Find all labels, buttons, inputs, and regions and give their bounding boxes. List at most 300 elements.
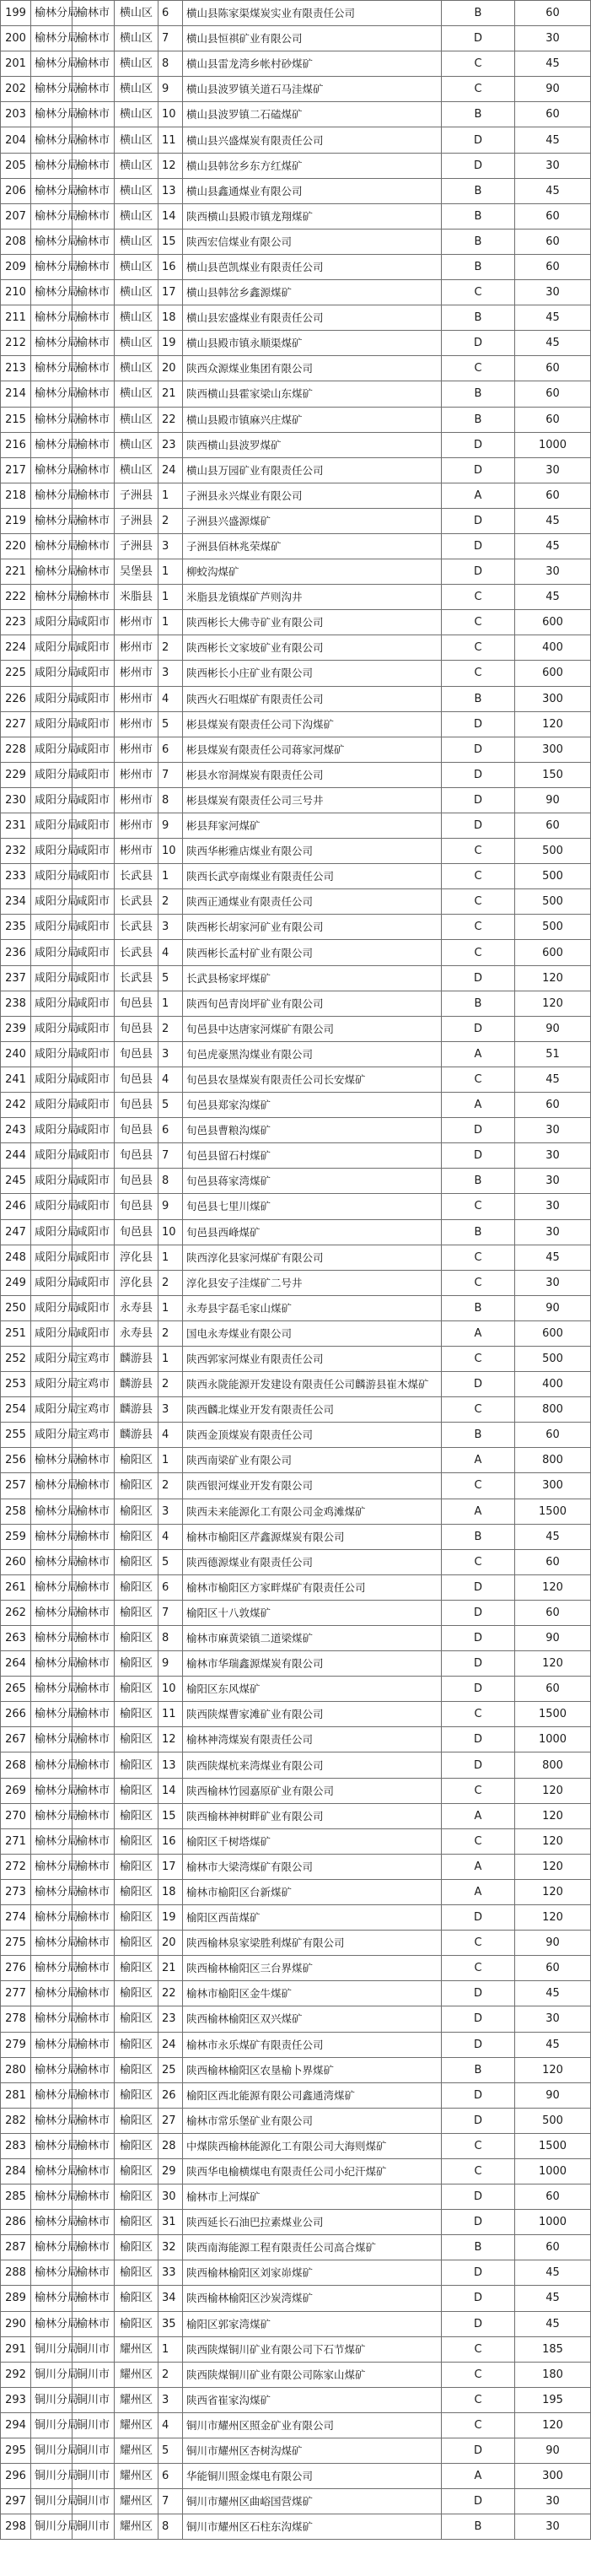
bureau-cell: 榆林分局	[31, 1879, 73, 1904]
bureau-cell: 咸阳分局	[31, 610, 73, 635]
mine-name-cell: 陕西横山县霍家梁山东煤矿	[183, 381, 442, 407]
seq-cell: 8	[158, 2514, 183, 2540]
district-cell: 横山区	[115, 102, 158, 127]
bureau-cell: 咸阳分局	[31, 991, 73, 1016]
bureau-cell: 榆林分局	[31, 407, 73, 432]
capacity-cell: 400	[515, 635, 591, 661]
seq-cell: 4	[158, 2412, 183, 2438]
grade-cell: D	[442, 2260, 515, 2286]
row-number-cell: 241	[1, 1067, 31, 1092]
capacity-cell: 600	[515, 661, 591, 686]
grade-cell: C	[442, 864, 515, 889]
capacity-cell: 120	[515, 1778, 591, 1803]
district-cell: 横山区	[115, 381, 158, 407]
mine-name-cell: 旬邑县曹粮沟煤矿	[183, 1118, 442, 1143]
district-cell: 耀州区	[115, 2438, 158, 2464]
mine-name-cell: 陕西众源煤业集团有限公司	[183, 356, 442, 381]
district-cell: 榆阳区	[115, 1448, 158, 1473]
capacity-cell: 30	[515, 153, 591, 178]
mine-name-cell: 中煤陕西榆林能源化工有限公司大海则煤矿	[183, 2133, 442, 2158]
grade-cell: A	[442, 1093, 515, 1118]
row-number-cell: 267	[1, 1727, 31, 1752]
mine-name-cell: 旬邑县留石村煤矿	[183, 1143, 442, 1169]
table-row	[1, 305, 591, 331]
row-number-cell: 291	[1, 2336, 31, 2362]
seq-cell: 12	[158, 1727, 183, 1752]
table-row	[1, 533, 591, 559]
capacity-cell: 500	[515, 864, 591, 889]
district-cell: 彬州市	[115, 610, 158, 635]
table-row	[1, 1879, 591, 1904]
bureau-cell: 铜川分局	[31, 2514, 73, 2540]
row-number-cell: 288	[1, 2260, 31, 2286]
bureau-cell: 榆林分局	[31, 1499, 73, 1524]
row-number-cell: 232	[1, 839, 31, 864]
grade-cell: D	[442, 2032, 515, 2057]
row-number-cell: 283	[1, 2133, 31, 2158]
city-cell: 榆林市	[73, 2158, 115, 2184]
bureau-cell: 榆林分局	[31, 229, 73, 254]
city-cell: 宝鸡市	[73, 1346, 115, 1371]
seq-cell: 4	[158, 1524, 183, 1549]
city-cell: 榆林市	[73, 1499, 115, 1524]
seq-cell: 1	[158, 2336, 183, 2362]
mine-name-cell: 彬县煤炭有限责任公司下沟煤矿	[183, 711, 442, 737]
grade-cell: D	[442, 1677, 515, 1702]
row-number-cell: 265	[1, 1677, 31, 1702]
bureau-cell: 咸阳分局	[31, 889, 73, 915]
mine-name-cell: 米脂县龙镇煤矿芦则沟井	[183, 585, 442, 610]
capacity-cell: 60	[515, 381, 591, 407]
city-cell: 榆林市	[73, 1574, 115, 1600]
district-cell: 榆阳区	[115, 1524, 158, 1549]
grade-cell: C	[442, 1778, 515, 1803]
city-cell: 榆林市	[73, 1600, 115, 1625]
mine-name-cell: 陕西榆林榆阳区农垦榆卜界煤矿	[183, 2057, 442, 2082]
row-number-cell: 278	[1, 2006, 31, 2032]
capacity-cell: 60	[515, 254, 591, 279]
table-row	[1, 2006, 591, 2032]
seq-cell: 27	[158, 2108, 183, 2133]
grade-cell: D	[442, 1016, 515, 1041]
capacity-cell: 600	[515, 1320, 591, 1346]
table-row	[1, 559, 591, 585]
row-number-cell: 238	[1, 991, 31, 1016]
city-cell: 榆林市	[73, 26, 115, 51]
seq-cell: 21	[158, 1956, 183, 1981]
bureau-cell: 榆林分局	[31, 153, 73, 178]
row-number-cell: 254	[1, 1397, 31, 1423]
mine-name-cell: 旬邑县西峰煤矿	[183, 1219, 442, 1245]
grade-cell: D	[442, 1626, 515, 1651]
capacity-cell: 60	[515, 1423, 591, 1448]
table-row	[1, 1473, 591, 1499]
bureau-cell: 榆林分局	[31, 1473, 73, 1499]
capacity-cell: 45	[515, 2260, 591, 2286]
table-row	[1, 1626, 591, 1651]
table-row	[1, 864, 591, 889]
capacity-cell: 60	[515, 102, 591, 127]
city-cell: 铜川市	[73, 2387, 115, 2412]
bureau-cell: 榆林分局	[31, 2184, 73, 2210]
bureau-cell: 榆林分局	[31, 2286, 73, 2311]
district-cell: 旬邑县	[115, 1041, 158, 1067]
city-cell: 咸阳市	[73, 839, 115, 864]
bureau-cell: 咸阳分局	[31, 1397, 73, 1423]
grade-cell: C	[442, 2362, 515, 2387]
district-cell: 彬州市	[115, 839, 158, 864]
capacity-cell: 1500	[515, 1499, 591, 1524]
table-row	[1, 2362, 591, 2387]
capacity-cell: 90	[515, 2082, 591, 2108]
city-cell: 榆林市	[73, 559, 115, 585]
district-cell: 榆阳区	[115, 1600, 158, 1625]
grade-cell: D	[442, 1905, 515, 1931]
bureau-cell: 咸阳分局	[31, 737, 73, 762]
city-cell: 榆林市	[73, 1905, 115, 1931]
table-row	[1, 331, 591, 356]
capacity-cell: 500	[515, 889, 591, 915]
row-number-cell: 250	[1, 1295, 31, 1320]
district-cell: 横山区	[115, 153, 158, 178]
district-cell: 榆阳区	[115, 2286, 158, 2311]
city-cell: 榆林市	[73, 1, 115, 26]
grade-cell: B	[442, 254, 515, 279]
bureau-cell: 榆林分局	[31, 2108, 73, 2133]
table-body	[1, 1, 591, 2540]
bureau-cell: 咸阳分局	[31, 1219, 73, 1245]
mine-name-cell: 陕西淳化县家河煤矿有限公司	[183, 1245, 442, 1270]
mine-name-cell: 铜川市耀州区杏树沟煤矿	[183, 2438, 442, 2464]
city-cell: 榆林市	[73, 1981, 115, 2006]
mine-name-cell: 横山县芭凯煤业有限责任公司	[183, 254, 442, 279]
bureau-cell: 咸阳分局	[31, 940, 73, 965]
city-cell: 榆林市	[73, 102, 115, 127]
capacity-cell: 45	[515, 1245, 591, 1270]
capacity-cell: 300	[515, 686, 591, 711]
grade-cell: D	[442, 813, 515, 839]
bureau-cell: 榆林分局	[31, 1905, 73, 1931]
row-number-cell: 226	[1, 686, 31, 711]
table-row	[1, 127, 591, 153]
table-row	[1, 26, 591, 51]
mine-name-cell: 横山县波罗镇二石磕煤矿	[183, 102, 442, 127]
mine-name-cell: 陕西南梁矿业有限公司	[183, 1448, 442, 1473]
bureau-cell: 咸阳分局	[31, 1320, 73, 1346]
grade-cell: D	[442, 2108, 515, 2133]
mine-name-cell: 榆阳区东风煤矿	[183, 1677, 442, 1702]
city-cell: 铜川市	[73, 2438, 115, 2464]
row-number-cell: 201	[1, 51, 31, 77]
mine-name-cell: 陕西银河煤业开发有限公司	[183, 1473, 442, 1499]
seq-cell: 19	[158, 1905, 183, 1931]
table-row	[1, 635, 591, 661]
bureau-cell: 榆林分局	[31, 1702, 73, 1727]
grade-cell: A	[442, 1499, 515, 1524]
city-cell: 咸阳市	[73, 1093, 115, 1118]
capacity-cell: 120	[515, 1651, 591, 1677]
table-row	[1, 2336, 591, 2362]
city-cell: 铜川市	[73, 2412, 115, 2438]
row-number-cell: 285	[1, 2184, 31, 2210]
district-cell: 横山区	[115, 229, 158, 254]
mine-name-cell: 旬邑县中达唐家河煤矿有限公司	[183, 1016, 442, 1041]
table-row	[1, 356, 591, 381]
bureau-cell: 咸阳分局	[31, 839, 73, 864]
city-cell: 榆林市	[73, 2260, 115, 2286]
capacity-cell: 60	[515, 2235, 591, 2260]
city-cell: 榆林市	[73, 2006, 115, 2032]
district-cell: 旬邑县	[115, 1143, 158, 1169]
grade-cell: C	[442, 1270, 515, 1295]
mine-name-cell: 榆阳区十八敦煤矿	[183, 1600, 442, 1625]
grade-cell: B	[442, 381, 515, 407]
seq-cell: 13	[158, 1752, 183, 1778]
capacity-cell: 500	[515, 839, 591, 864]
city-cell: 咸阳市	[73, 1067, 115, 1092]
table-row	[1, 1346, 591, 1371]
grade-cell: C	[442, 1194, 515, 1219]
mine-name-cell: 陕西横山县殿市镇龙翔煤矿	[183, 203, 442, 229]
grade-cell: B	[442, 1524, 515, 1549]
grade-cell: D	[442, 787, 515, 813]
district-cell: 耀州区	[115, 2387, 158, 2412]
city-cell: 铜川市	[73, 2464, 115, 2489]
district-cell: 横山区	[115, 407, 158, 432]
district-cell: 麟游县	[115, 1397, 158, 1423]
capacity-cell: 180	[515, 2362, 591, 2387]
bureau-cell: 榆林分局	[31, 305, 73, 331]
capacity-cell: 300	[515, 737, 591, 762]
city-cell: 榆林市	[73, 1752, 115, 1778]
mine-name-cell: 横山县殿市镇永顺渠煤矿	[183, 331, 442, 356]
bureau-cell: 榆林分局	[31, 2082, 73, 2108]
row-number-cell: 209	[1, 254, 31, 279]
seq-cell: 2	[158, 889, 183, 915]
capacity-cell: 45	[515, 1981, 591, 2006]
mine-name-cell: 旬邑虎豪黑沟煤业有限公司	[183, 1041, 442, 1067]
mine-name-cell: 陕西榆林竹园嘉原矿业有限公司	[183, 1778, 442, 1803]
mine-name-cell: 横山县陈家渠煤炭实业有限责任公司	[183, 1, 442, 26]
capacity-cell: 150	[515, 762, 591, 787]
grade-cell: D	[442, 127, 515, 153]
city-cell: 榆林市	[73, 1651, 115, 1677]
capacity-cell: 1000	[515, 1727, 591, 1752]
bureau-cell: 榆林分局	[31, 585, 73, 610]
capacity-cell: 45	[515, 51, 591, 77]
seq-cell: 6	[158, 2464, 183, 2489]
district-cell: 耀州区	[115, 2464, 158, 2489]
grade-cell: C	[442, 1397, 515, 1423]
city-cell: 咸阳市	[73, 1295, 115, 1320]
table-row	[1, 2412, 591, 2438]
grade-cell: C	[442, 2387, 515, 2412]
row-number-cell: 253	[1, 1372, 31, 1397]
city-cell: 榆林市	[73, 483, 115, 508]
mine-name-cell: 榆林市上河煤矿	[183, 2184, 442, 2210]
capacity-cell: 1500	[515, 1702, 591, 1727]
grade-cell: D	[442, 1981, 515, 2006]
seq-cell: 19	[158, 331, 183, 356]
capacity-cell: 120	[515, 1905, 591, 1931]
city-cell: 榆林市	[73, 1803, 115, 1828]
row-number-cell: 204	[1, 127, 31, 153]
grade-cell: A	[442, 1448, 515, 1473]
seq-cell: 2	[158, 508, 183, 533]
capacity-cell: 30	[515, 1118, 591, 1143]
row-number-cell: 279	[1, 2032, 31, 2057]
bureau-cell: 榆林分局	[31, 1803, 73, 1828]
bureau-cell: 咸阳分局	[31, 1016, 73, 1041]
district-cell: 彬州市	[115, 762, 158, 787]
grade-cell: B	[442, 305, 515, 331]
seq-cell: 8	[158, 1626, 183, 1651]
district-cell: 淳化县	[115, 1270, 158, 1295]
mine-name-cell: 陕西德源煤业有限责任公司	[183, 1549, 442, 1574]
bureau-cell: 榆林分局	[31, 1727, 73, 1752]
grade-cell: D	[442, 2438, 515, 2464]
seq-cell: 3	[158, 533, 183, 559]
capacity-cell: 120	[515, 1828, 591, 1854]
city-cell: 宝鸡市	[73, 1423, 115, 1448]
seq-cell: 9	[158, 1194, 183, 1219]
district-cell: 横山区	[115, 77, 158, 102]
bureau-cell: 榆林分局	[31, 2133, 73, 2158]
row-number-cell: 246	[1, 1194, 31, 1219]
row-number-cell: 208	[1, 229, 31, 254]
district-cell: 旬邑县	[115, 991, 158, 1016]
bureau-cell: 榆林分局	[31, 51, 73, 77]
bureau-cell: 铜川分局	[31, 2412, 73, 2438]
capacity-cell: 600	[515, 940, 591, 965]
seq-cell: 13	[158, 178, 183, 203]
grade-cell: A	[442, 1320, 515, 1346]
bureau-cell: 咸阳分局	[31, 1346, 73, 1371]
capacity-cell: 45	[515, 533, 591, 559]
city-cell: 榆林市	[73, 51, 115, 77]
seq-cell: 14	[158, 203, 183, 229]
city-cell: 榆林市	[73, 2210, 115, 2235]
capacity-cell: 90	[515, 1931, 591, 1956]
seq-cell: 24	[158, 2032, 183, 2057]
mine-name-cell: 横山县恒祺矿业有限公司	[183, 26, 442, 51]
table-row	[1, 1397, 591, 1423]
row-number-cell: 270	[1, 1803, 31, 1828]
mine-name-cell: 陕西正通煤业有限责任公司	[183, 889, 442, 915]
city-cell: 榆林市	[73, 2057, 115, 2082]
row-number-cell: 215	[1, 407, 31, 432]
city-cell: 榆林市	[73, 1702, 115, 1727]
grade-cell: C	[442, 610, 515, 635]
mine-name-cell: 陕西陕煤杭来湾煤业有限公司	[183, 1752, 442, 1778]
bureau-cell: 榆林分局	[31, 508, 73, 533]
city-cell: 榆林市	[73, 1626, 115, 1651]
grade-cell: A	[442, 1803, 515, 1828]
bureau-cell: 榆林分局	[31, 254, 73, 279]
city-cell: 榆林市	[73, 1778, 115, 1803]
seq-cell: 20	[158, 356, 183, 381]
table-row	[1, 508, 591, 533]
seq-cell: 7	[158, 1143, 183, 1169]
seq-cell: 10	[158, 839, 183, 864]
seq-cell: 4	[158, 1423, 183, 1448]
capacity-cell: 120	[515, 1803, 591, 1828]
capacity-cell: 30	[515, 1219, 591, 1245]
district-cell: 旬邑县	[115, 1118, 158, 1143]
district-cell: 旬邑县	[115, 1169, 158, 1194]
district-cell: 榆阳区	[115, 2108, 158, 2133]
seq-cell: 1	[158, 1346, 183, 1371]
row-number-cell: 294	[1, 2412, 31, 2438]
seq-cell: 16	[158, 254, 183, 279]
table-row	[1, 2438, 591, 2464]
seq-cell: 6	[158, 737, 183, 762]
bureau-cell: 榆林分局	[31, 102, 73, 127]
mine-name-cell: 陕西彬长小庄矿业有限公司	[183, 661, 442, 686]
bureau-cell: 榆林分局	[31, 1574, 73, 1600]
row-number-cell: 220	[1, 533, 31, 559]
grade-cell: C	[442, 2336, 515, 2362]
mine-name-cell: 榆林市常乐堡矿业有限公司	[183, 2108, 442, 2133]
district-cell: 耀州区	[115, 2412, 158, 2438]
bureau-cell: 咸阳分局	[31, 1169, 73, 1194]
seq-cell: 11	[158, 127, 183, 153]
grade-cell: D	[442, 26, 515, 51]
table-row	[1, 2082, 591, 2108]
seq-cell: 18	[158, 305, 183, 331]
city-cell: 榆林市	[73, 2032, 115, 2057]
table-row	[1, 280, 591, 305]
bureau-cell: 咸阳分局	[31, 965, 73, 991]
bureau-cell: 榆林分局	[31, 203, 73, 229]
capacity-cell: 60	[515, 483, 591, 508]
district-cell: 子洲县	[115, 533, 158, 559]
capacity-cell: 30	[515, 1194, 591, 1219]
city-cell: 榆林市	[73, 2133, 115, 2158]
bureau-cell: 榆林分局	[31, 533, 73, 559]
row-number-cell: 228	[1, 737, 31, 762]
table-row	[1, 1956, 591, 1981]
mine-name-cell: 陕西彬长文家坡矿业有限公司	[183, 635, 442, 661]
mine-name-cell: 榆阳区西北能源有限公司鑫通湾煤矿	[183, 2082, 442, 2108]
capacity-cell: 600	[515, 610, 591, 635]
table-row	[1, 1219, 591, 1245]
bureau-cell: 咸阳分局	[31, 1067, 73, 1092]
row-number-cell: 271	[1, 1828, 31, 1854]
capacity-cell: 90	[515, 1016, 591, 1041]
seq-cell: 6	[158, 1118, 183, 1143]
row-number-cell: 273	[1, 1879, 31, 1904]
grade-cell: C	[442, 585, 515, 610]
district-cell: 榆阳区	[115, 2260, 158, 2286]
bureau-cell: 榆林分局	[31, 1600, 73, 1625]
seq-cell: 31	[158, 2210, 183, 2235]
grade-cell: D	[442, 965, 515, 991]
city-cell: 铜川市	[73, 2489, 115, 2514]
table-row	[1, 762, 591, 787]
grade-cell: C	[442, 889, 515, 915]
table-row	[1, 610, 591, 635]
capacity-cell: 45	[515, 178, 591, 203]
row-number-cell: 284	[1, 2158, 31, 2184]
seq-cell: 4	[158, 940, 183, 965]
grade-cell: D	[442, 432, 515, 457]
seq-cell: 18	[158, 1879, 183, 1904]
row-number-cell: 249	[1, 1270, 31, 1295]
grade-cell: B	[442, 407, 515, 432]
row-number-cell: 227	[1, 711, 31, 737]
capacity-cell: 45	[515, 305, 591, 331]
